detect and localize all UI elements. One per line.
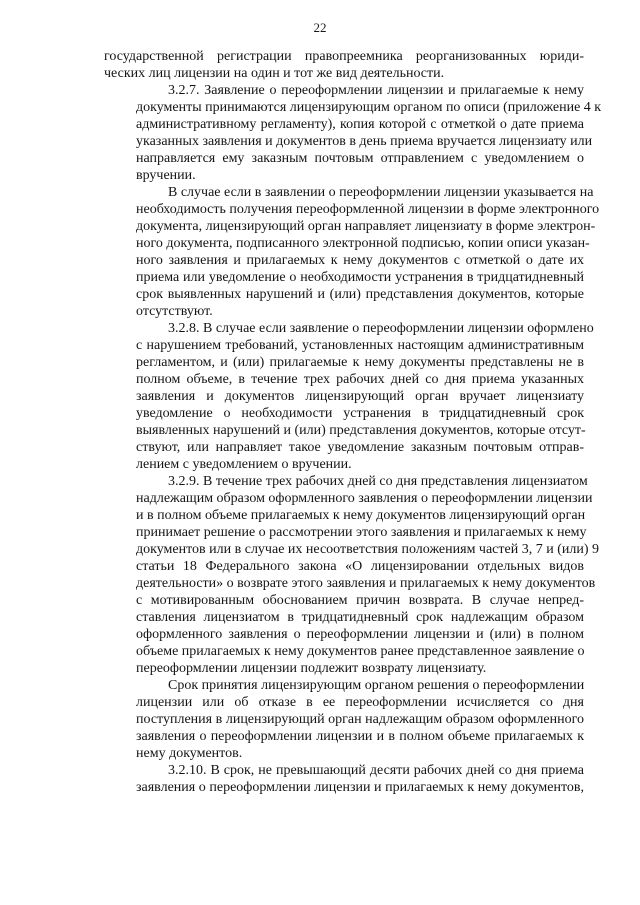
text-line: объеме прилагаемых к нему документов ранее представленное заявление о xyxy=(136,644,585,659)
text-line: срок выявленных нарушений и (или) представления документов, которые xyxy=(136,287,584,302)
text-line: поступления в лицензирующий орган надлежащим образом оформленного xyxy=(136,712,584,727)
text-line: ставления лицензиатом в тридцатидневный срок надлежащим образом xyxy=(136,610,584,625)
text-line: заявления о переоформлении лицензии и прилагаемых к нему документов, xyxy=(136,780,584,795)
text-line: уведомление о необходимости устранения в тридцатидневный срок xyxy=(136,406,584,421)
text-line: лицензии или об отказе в ее переоформлении исчисляется со дня xyxy=(136,695,584,710)
text-line: заявления о переоформлении лицензии и в полном объеме прилагаемых к xyxy=(136,729,584,744)
text-line: отсутствуют. xyxy=(136,304,213,319)
text-line: нему документов. xyxy=(136,746,243,761)
text-line: ческих лиц лицензии на один и тот же вид деятельности. xyxy=(104,66,445,81)
text-line: ствуют, или направляет такое уведомление заказным почтовым отправ- xyxy=(136,440,584,455)
text-line: государственной регистрации правопреемника реорганизованных юриди- xyxy=(104,49,584,64)
text-line: 3.2.10. В срок, не превышающий десяти рабочих дней со дня приема xyxy=(168,763,584,778)
text-line: деятельности» о возврате этого заявления и прилагаемых к нему документов xyxy=(136,576,596,591)
text-line: 3.2.8. В случае если заявление о переоформлении лицензии оформлено xyxy=(168,321,594,336)
text-line: ного заявления и прилагаемых к нему документов с отметкой о дате их xyxy=(136,253,584,268)
text-line: указанных заявления и документов в день приема вручается лицензиату или xyxy=(136,134,593,149)
text-line: принимает решение о рассмотрении этого заявления и прилагаемых к нему xyxy=(136,525,587,540)
text-line: 3.2.7. Заявление о переоформлении лицензии и прилагаемые к нему xyxy=(168,83,584,98)
paragraph-clause-3-2-7-electronic xyxy=(104,184,600,320)
page-number: 22 xyxy=(313,20,327,35)
text-line: надлежащим образом оформленного заявления о переоформлении лицензии xyxy=(136,491,593,506)
text-line: административному регламенту), копия которой с отметкой о дате приема xyxy=(136,117,584,132)
text-line: с нарушением требований, установленных настоящим административным xyxy=(136,338,584,353)
paragraph-clause-3-2-7 xyxy=(104,82,602,184)
text-line: полном объеме, в течение трех рабочих дней со дня приема указанных xyxy=(136,372,584,387)
text-line: регламентом, и (или) прилагаемые к нему документы представлены не в xyxy=(136,355,584,370)
text-line: документы принимаются лицензирующим органом по описи (приложение 4 к xyxy=(136,100,602,115)
text-line: заявления и документов лицензирующий орган вручает лицензиату xyxy=(136,389,584,404)
text-line: Срок принятия лицензирующим органом решения о переоформлении xyxy=(168,678,585,693)
text-line: переоформлении лицензии подлежит возврату лицензиату. xyxy=(136,661,487,676)
text-line: ного документа, подписанного электронной подписью, копии описи указан- xyxy=(136,236,590,251)
paragraph-clause-3-2-9 xyxy=(104,473,600,677)
text-line: направляется ему заказным почтовым отправлением с уведомлением о xyxy=(136,151,584,166)
text-line: статьи 18 Федерального закона «О лицензировании отдельных видов xyxy=(136,559,584,574)
text-line: выявленных нарушений и (или) представления документов, которые отсут- xyxy=(136,423,586,438)
text-line: документов или в случае их несоответствия положениям частей 3, 7 и (или) 9 xyxy=(136,542,600,557)
document-body xyxy=(104,48,602,796)
text-line: В случае если в заявлении о переоформлении лицензии указывается на xyxy=(168,185,594,200)
paragraph-clause-3-2-8 xyxy=(104,320,594,473)
text-line: 3.2.9. В течение трех рабочих дней со дня представления лицензиатом xyxy=(168,474,588,489)
text-line: необходимость получения переоформленной лицензии в форме электронного xyxy=(136,202,600,217)
text-line: документа, лицензирующий орган направляет лицензиату в форме электрон- xyxy=(136,219,596,234)
text-line: приема или уведомление о необходимости устранения в тридцатидневный xyxy=(136,270,584,285)
paragraph-intro-continuation xyxy=(104,48,584,82)
paragraph-clause-3-2-10 xyxy=(104,762,584,796)
text-line: оформленного заявления о переоформлении лицензии и (или) в полном xyxy=(136,627,584,642)
text-line: и в полном объеме прилагаемых к нему документов лицензирующий орган xyxy=(136,508,586,523)
text-line: вручении. xyxy=(136,168,196,183)
text-line: лением с уведомлением о вручении. xyxy=(136,457,352,472)
paragraph-clause-3-2-9-term xyxy=(104,677,584,762)
text-line: с мотивированным обоснованием причин возврата. В случае непред- xyxy=(136,593,584,608)
